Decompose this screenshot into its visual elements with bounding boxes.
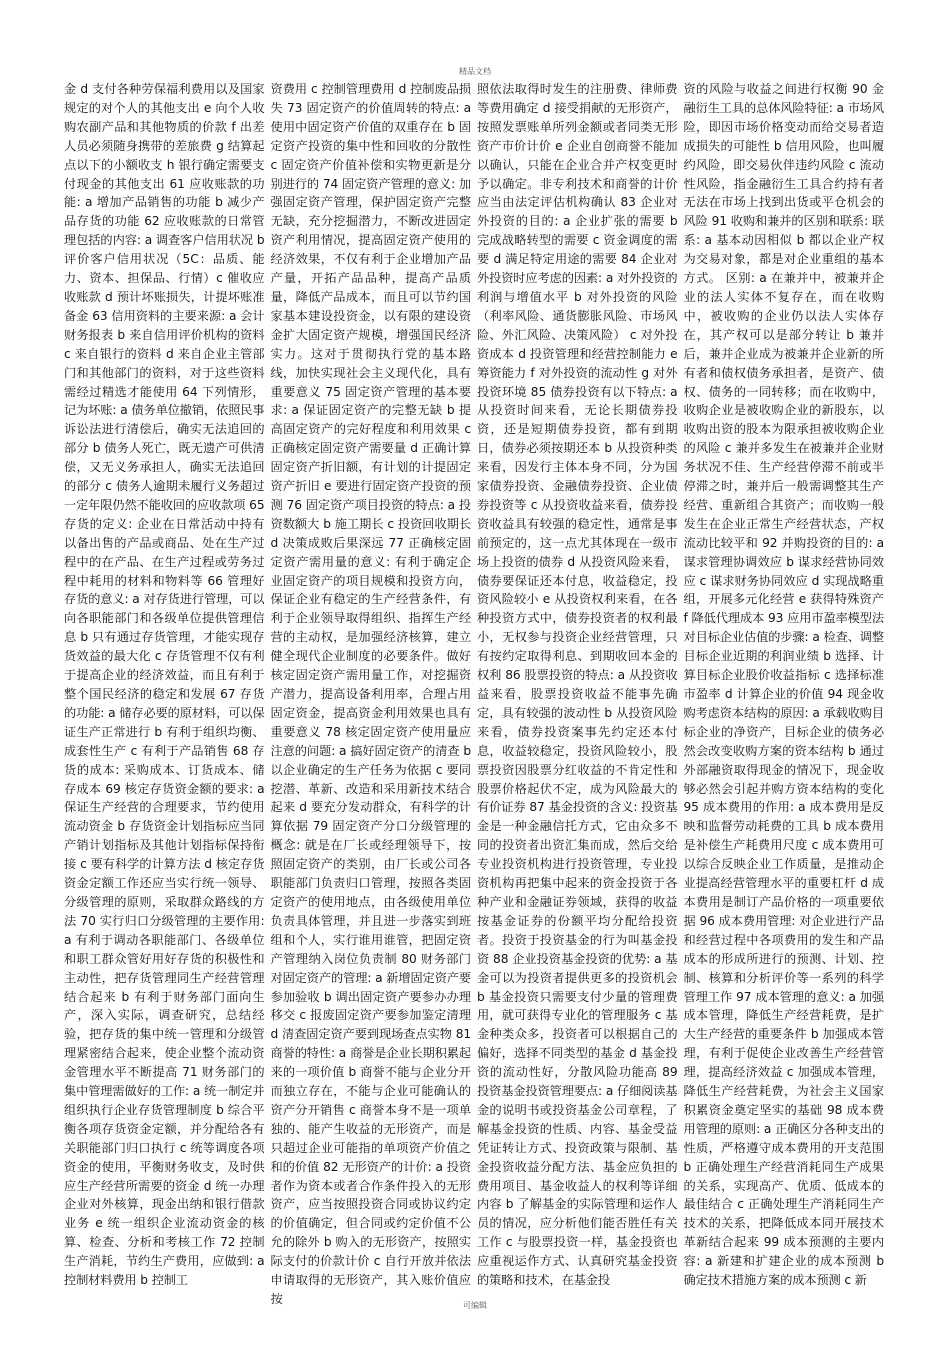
page-header: 精品文档 [459, 67, 491, 76]
page-footer: 可编辑 [463, 1301, 487, 1310]
text-column-3: 照依法取得时发生的注册费、律师费等费用确定 d 接受捐献的无形资产，按照发票账单所列金额或者同类无形资产市价计价 e 企业自创商誉不能加以确认，只能在企业合并产权变更时予以确定。非专利技术和商誉的计价应当由法定评估机构确认 83 企业对外投资的目的: a 企业扩张的需要 b 完成战略转型的需要 c 资金调度的需要 d 满足特定用途的需要 84 企业对外投资时应考虑的因素: a 对外投资的利润与增值水平 b 对外投资的风险（利率风险、通货膨胀风险、市场风险、外汇风险、决策风险） c 对外投资成本 d 投资管理和经营控制能力 e 筹资能力 f 对外投资的流动性 g 对外投资环境 85 债券投资有以下特点: a 从投资时间来看，无论长期债券投资，还是短期债券投资，都有到期日，债券必须按期还本 b 从投资种类来看，因发行主体本身不同，分为国家债券投资、金融债券投资、企业债券投资等 c 从投资收益来看，债券投资收益具有较强的稳定性，通常是事前预定的，这一点尤其体现在一级市场上投资的债券 d 从投资风险来看，债券要保证还本付息，收益稳定，投资风险较小 e 从投资权利来看，在各种投资方式中，债券投资者的权利最小，无权参与投资企业经营管理，只有按约定取得利息、到期收回本金的权利 86 股票投资的特点: a 从投资收益来看，股票投资收益不能事先确定，具有较强的波动性 b 从投资风险来看，债券投资案事先约定还本付息，收益较稳定，投资风险较小，股票投资因股票分红收益的不肯定性和股票价格起伏不定，成为风险最大的有价证券 87 基金投资的含义: 投资基金是一种金融信托方式，它由众多不同的投资者出资汇集而成，然后交给专业投资机构进行投资管理，专业投资机构再把集中起来的资金投资于各种产业和金融证券领域，获得的收益按基金证券的份额平均分配给投资者。投资于投资基金的行为叫基金投资 88 企业投资基金投资的优势: a 基金可以为投资者提供更多的投资机会 b 基金投资只需要支付少量的管理费用，就可获得专业化的管理服务 c 基金种类众多，投资者可以根据自己的偏好，选择不同类型的基金 d 基金投资的流动性好，分散风险功能高 89 投资基金投资管理要点: a 仔细阅读基金的说明书或投资基金公司章程，了解基金投资的性质、内容、基金受益凭证转让方式、投资政策与限制、基金投资收益分配方法、基金应负担的费用项目、基金收益人的权利等详细内容 b 了解基金的实际管理和运作人员的情况，应分析他们能否胜任有关工作 c 与股票投资一样，基金投资也应重视运作方式、认真研究基金投资的策略和技术，在基金投 [477, 82, 678, 1288]
text-column-2: 资费用 c 控制管理费用 d 控制废品损失 73 固定资产的价值周转的特点: a 使用中固定资产价值的双重存在 b 固定资产投资的集中性和回收的分散性 c 固定资产价值补偿和实物更新是分别进行的 74 固定资产管理的意义: 加强固定资产管理，保护固定资产完整无缺，充分挖掘潜力，不断改进固定资产利用情况，提高固定资产使用的经济效果，不仅有利于企业增加产品产量，开拓产品品种，提高产品质量，降低产品成本，而且可以节约国家基本建设投资金，以有限的建设资金扩大固定资产规模，增强国民经济实力。这对于贯彻执行党的基本路线，加快实现社会主义现代化，具有重要意义 75 固定资产管理的基本要求: a 保证固定资产的完整无缺 b 提高固定资产的完好程度和利用效果 c 正确核定固定资产需要量 d 正确计算固定资产折旧额，有计划的计提固定资产折旧 e 要进行固定资产投资的预测 76 固定资产项目投资的特点: a 投资数额大 b 施工期长 c 投资回收期长 d 决策成败后果深远 77 正确核定固定资产需用量的意义: 有利于确定企业固定资产的项目规模和投资方向，保证企业有稳定的生产经营条件，有利于企业领导取得组织、指挥生产经营的主动权，是加强经济核算，建立健全现代企业制度的必要条件。做好核定固定资产需用量工作，对挖掘资产潜力，提高设备利用率，合理占用固定资金，提高资金利用效果也具有重要意义 78 核定固定资产使用量应注意的问题: a 搞好固定资产的清查 b 以企业确定的生产任务为依据 c 要同挖潜、革新、改造和采用新技术结合起来 d 要充分发动群众，有科学的计算依据 79 固定资产分口分级管理的概念: 就是在厂长或经理领导下，按照固定资产的类别，由厂长或公司各职能部门负责归口管理，按照各类固定资产的使用地点，由各级使用单位负责具体管理，并且进一步落实到班组和个人，实行谁用谁管，把固定资产管理纳入岗位负责制 80 财务部门对固定资产的管理: a 新增固定资产要参加验收 b 调出固定资产要参办办理移交 c 报废固定资产要参加鉴定清理 d 清查固定资产要到现场查点实物 81 商誉的特性: a 商誉是企业长期积累起来的一项价值 b 商誉不能与企业分开而独立存在，不能与企业可能确认的资产分开销售 c 商誉本身不是一项单独的、能产生收益的无形资产，而是只超过企业可能指的单项资产价值之和的价值 82 无形资产的计价: a 投资者作为资本或者合作条件投入的无形资产，应当按照投资合同或协议约定的价值确定，但合同或约定价值不公允的除外 b 购入的无形资产，按照实际支付的价款计价 c 自行开放并依法申请取得的无形资产，其入账价值应按 [270, 82, 471, 1306]
text-column-1: 金 d 支付各种劳保福利费用以及国家规定的对个人的其他支出 e 向个人收购农副产品和其他物质的价款 f 出差人员必须随身携带的差旅费 g 结算起点以下的小额收支 h 银行确定需要支付现金的其他支出 61 应收账款的功能: a 增加产品销售的功能 b 减少产品存货的功能 62 应收账款的日常管理包括的内容: a 调查客户信用状况 b 评价客户信用状况（5C：品质、能力、资本、担保品、行情）c 催收应收账款 d 预计坏账损失，计提坏账准备金 63 信用资料的主要来源: a 会计财务报表 b 来自信用评价机构的资料 c 来自银行的资料 d 来自企业主管部门和其他部门的资料，对于这些资料需经过精选才能使用 64 下列情形，记为坏账: a 债务单位撤销，依照民事诉讼法进行清偿后，确实无法追回的部分 b 债务人死亡，既无遗产可供清偿，又无义务承担人，确实无法追回的部分 c 债务人逾期未履行义务超过一定年限仍然不能收回的应收款项 65 存货的定义: 企业在日常活动中持有以备出售的产品或商品、处在生产过程中的在产品、在生产过程或劳务过程中耗用的材料和物料等 66 管理好存货的意义: a 对存货进行管理，可以向各职能部门和各级单位提供管理信息 b 只有通过存货管理，才能实现存货效益的最大化 c 存货管理不仅有利于提高企业的经济效益，而且有利于整个国民经济的稳定和发展 67 存货的功能: a 储存必要的原材料，可以保证生产正常进行 b 有利于组织均衡、成套性生产 c 有利于产品销售 68 存货的成本: 采购成本、订货成本、储存成本 69 核定存货资金额的要求: a 保证生产经营的合理要求，节约使用流动资金 b 存货资金计划指标应当同产销计划指标及其他计划指标保持衔接 c 要有科学的计算方法 d 核定存货资金定额工作还应当实行统一领导、分级管理的原则，采取群众路线的方法 70 实行归口分级管理的主要作用: a 有利于调动各职能部门、各级单位和职工群众管好用好存货的积极性和主动性，把存货管理同生产经营管理结合起来 b 有利于财务部门面向生产，深入实际，调查研究，总结经验，把存货的集中统一管理和分级管理紧密结合起来，使企业整个流动资金管理水平不断提高 71 财务部门的集中管理需做好的工作: a 统一制定并组织执行企业存货管理制度 b 综合平衡各项存货资金定额，并分配给各有关职能部门归口执行 c 统等调度各项资金的使用，平衡财务收支，及时供应生产经营所需要的资金 d 统一办理企业对外核算，现金出纳和银行借款业务 e 统一组织企业流动资金的核算、检查、分析和考核工作 72 控制生产消耗，节约生产费用，应做到: a 控制材料费用 b 控制工 [64, 82, 265, 1288]
text-column-4: 资的风险与收益之间进行权衡 90 金融衍生工具的总体风险特征: a 市场风险，即因市场价格变动而给交易者造成损失的可能性 b 信用风险，也叫履约风险，即交易伙伴违约风险 c 流动性风险，指金融衍生工具合约持有者无法在市场上找到出货或平仓机会的风险 91 收购和兼并的区别和联系: 联系: a 基本动因相似 b 都以企业产权为交易对象，都是对企业重组的基本方式。 区别: a 在兼并中，被兼并企业的法人实体不复存在，而在收购中，被收购的企业仍以法人实体存在，其产权可以是部分转让 b 兼并后，兼并企业成为被兼并企业新的所有者和债权债务承担者，是资产、债权、债务的一同转移；而在收购中，收购企业是被收购企业的新股东，以收购出资的股本为限承担被收购企业的风险 c 兼并多发生在被兼并企业财务状况不佳、生产经营停滞不前或半停滞之时，兼并后一般需调整其生产经营、重新组合其资产；而收购一般发生在企业正常生产经营状态，产权流动比较平和 92 并购投资的目的: a 谋求管理协调效应 b 谋求经营协同效应 c 谋求财务协同效应 d 实现战略重组，开展多元化经营 e 获得特殊资产 f 降低代理成本 93 应用市盈率模型法对目标企业估值的步骤: a 检查、调整目标企业近期的利润业绩 b 选择、计算目标企业股价收益指标 c 选择标准市盈率 d 计算企业的价值 94 现金收购考虑资本结构的原因: a 承载收购目标企业的净资产，目标企业的债务必然会改变收购方案的资本结构 b 通过外部融资取得现金的情况下，现金收够必然会引起并购方资本结构的变化 95 成本费用的作用: a 成本费用是反映和监督劳动耗费的工具 b 成本费用是补偿生产耗费用尺度 c 成本费用可以综合反映企业工作质量，是推动企业提高经营管理水平的重要杠杆 d 成本费用是制订产品价格的一项重要依据 96 成本费用管理: 对企业进行产品和经营过程中各项费用的发生和产品成本的形成所进行的预测、计划、控制、核算和分析评价等一系列的科学管理工作 97 成本管理的意义: a 加强成本管理，降低生产经营耗费，是扩大生产经营的重要条件 b 加强成本管理，有利于促使企业改善生产经营管理，提高经济效益 c 加强成本管理，降低生产经营耗费，为社会主义国家积累资金奠定坚实的基础 98 成本费用管理的原则: a 正确区分各种支出的性质，严格遵守成本费用的开支范围 b 正确处理生产经营消耗同生产成果的关系，实现高产、优质、低成本的最佳结合 c 正确处理生产消耗同生产技术的关系，把降低成本同开展技术革新结合起来 99 成本预测的主要内容: a 新建和扩建企业的成本预测 b 确定技术措施方案的成本预测 c 新 [683, 82, 884, 1288]
